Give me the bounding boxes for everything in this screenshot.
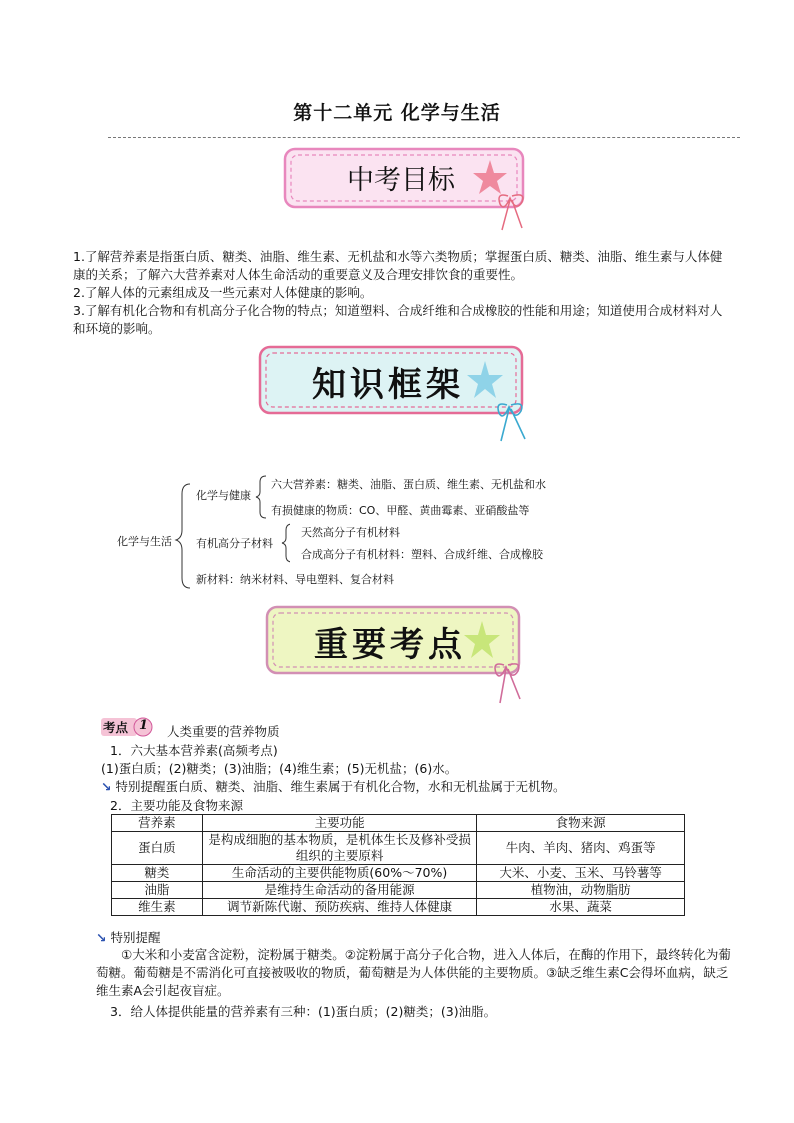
badge-label: 考点 [103, 720, 129, 735]
goal-item: 2.了解人体的元素组成及一些元素对人体健康的影响。 [73, 285, 373, 300]
tree-leaf: 有损健康的物质：CO、甲醛、黄曲霉素、亚硝酸盐等 [271, 504, 530, 517]
table-cell: 油脂 [112, 882, 203, 899]
tree-node-polymer: 有机高分子材料 [196, 537, 273, 550]
table-cell: 水果、蔬菜 [477, 899, 685, 916]
table-cell: 植物油，动物脂肪 [477, 882, 685, 899]
table-cell: 维生素 [112, 899, 203, 916]
table-row [112, 865, 685, 882]
table-row [112, 899, 685, 916]
arrow-down-right-icon: ↘ [101, 779, 112, 794]
nutrient-list: (1)蛋白质；(2)糖类；(3)油脂；(4)维生素；(5)无机盐；(6)水。 [101, 761, 458, 776]
goal-item: 3.了解有机化合物和有机高分子化合物的特点；知道塑料、合成纤维和合成橡胶的性能和用途；知道使用合成材料对人和环境的影响。 [73, 303, 723, 336]
section-heading: 1．六大基本营养素(高频考点) [110, 743, 278, 758]
table-row [112, 832, 685, 865]
page-title: 第十二单元 化学与生活 [293, 102, 501, 124]
table-header: 营养素 [112, 815, 203, 832]
table-cell: 大米、小麦、玉米、马铃薯等 [477, 865, 685, 882]
badge-number: 1 [139, 718, 149, 733]
table-cell: 蛋白质 [112, 832, 203, 865]
tree-root: 化学与生活 [117, 535, 172, 548]
goal-item: 1.了解营养素是指蛋白质、糖类、油脂、维生素、无机盐和水等六类物质；掌握蛋白质、糖类、油脂、维生素与人体健康的关系；了解六大营养素对人体生命活动的重要意义及合理安排饮食的重要性。 [73, 249, 723, 282]
tree-leaf: 六大营养素：糖类、油脂、蛋白质、维生素、无机盐和水 [271, 478, 546, 491]
table-header: 食物来源 [477, 815, 685, 832]
banner-keypoints-label: 重要考点 [314, 625, 466, 665]
arrow-down-right-icon: ↘ [96, 930, 107, 945]
table-header-row [112, 815, 685, 832]
dashed-divider [108, 137, 740, 138]
banner-goal-label: 中考目标 [347, 165, 455, 196]
tree-node-newmat: 新材料：纳米材料、导电塑料、复合材料 [196, 573, 394, 586]
tree-node-health: 化学与健康 [196, 489, 251, 502]
banner-framework [257, 343, 537, 449]
table-cell: 糖类 [112, 865, 203, 882]
table-cell: 调节新陈代谢、预防疾病、维持人体健康 [202, 899, 477, 916]
table-cell: 是维持生命活动的备用能源 [202, 882, 477, 899]
table-cell: 生命活动的主要供能物质(60%～70%) [202, 865, 477, 882]
tip-heading [96, 928, 160, 946]
table-row [112, 882, 685, 899]
tip-title: 特别提醒 [110, 930, 161, 945]
banner-framework-label: 知识框架 [312, 365, 464, 405]
tree-leaf: 合成高分子有机材料：塑料、合成纤维、合成橡胶 [301, 548, 543, 561]
table-header: 主要功能 [202, 815, 477, 832]
table-cell: 牛肉、羊肉、猪肉、鸡蛋等 [477, 832, 685, 865]
kaodian-badge [101, 717, 153, 737]
table-cell: 是构成细胞的基本物质，是机体生长及修补受损组织的主要原料 [202, 832, 477, 865]
tree-leaf: 天然高分子有机材料 [301, 526, 400, 539]
tip-text: 特别提醒蛋白质、糖类、油脂、维生素属于有机化合物，水和无机盐属于无机物。 [115, 779, 566, 794]
goals-section [73, 248, 733, 338]
tip-paragraph: ①大米和小麦富含淀粉，淀粉属于糖类。②淀粉属于高分子化合物，进入人体后，在酶的作用下，最终转化为葡萄糖。葡萄糖是不需消化可直接被吸收的物质，葡萄糖是为人体供能的主要物质。③缺乏维生素C会得坏血病，缺乏维生素A会引起夜盲症。 [96, 947, 731, 998]
kaodian-topic: 人类重要的营养物质 [167, 724, 280, 739]
banner-keypoints [264, 603, 534, 711]
section-heading: 2．主要功能及食物来源 [110, 798, 243, 813]
tip-line [101, 777, 565, 795]
banner-goal [282, 144, 530, 240]
nutrient-table [111, 814, 685, 916]
section-heading: 3．给人体提供能量的营养素有三种：(1)蛋白质；(2)糖类；(3)油脂。 [110, 1004, 497, 1019]
